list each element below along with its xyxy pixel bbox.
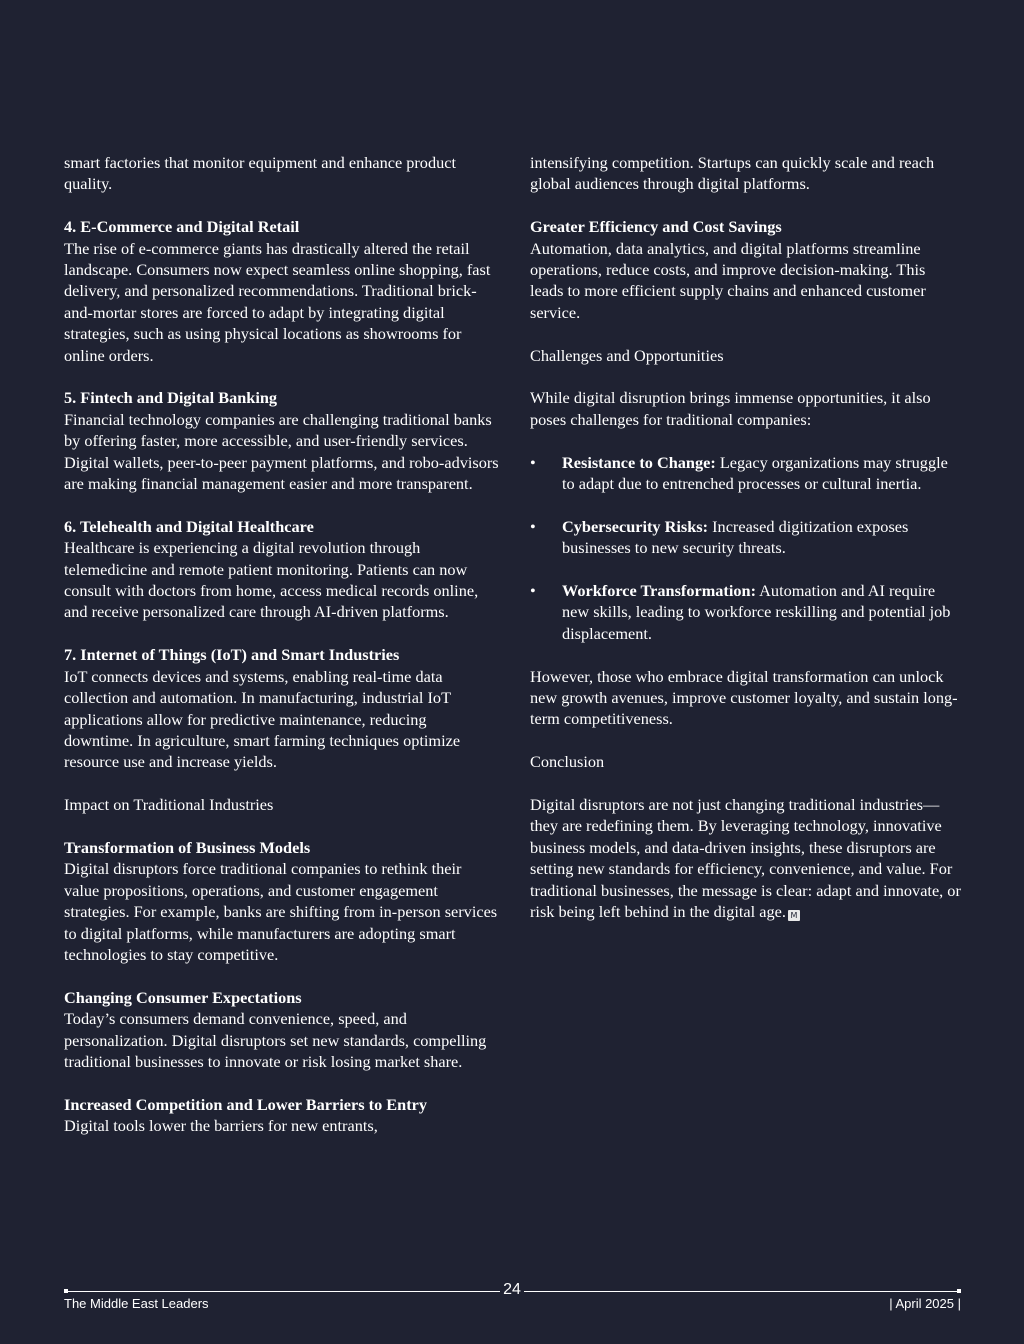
conclusion-paragraph — [530, 794, 962, 922]
bullet-icon: • — [530, 452, 536, 472]
section-body-telehealth: Healthcare is experiencing a digital revolution through telemedicine and remote patient monitoring. Patients can now consult with doctors from home, access medical records online, and receive personalized care through AI-driven platforms. — [64, 538, 479, 622]
list-item — [530, 516, 962, 559]
section-body-business-models: Digital disruptors force traditional companies to rethink their value propositions, operations, and customer engagement strategies. For example, banks are shifting from in-person services to digital platforms, while manufacturers are adopting smart technologies to stay competitive. — [64, 859, 498, 964]
section-body-iot: IoT connects devices and systems, enabling real-time data collection and automation. In manufacturing, industrial IoT applications allow for predictive maintenance, reducing downtime. In agriculture, smart farming techniques optimize resource use and increase yields. — [64, 666, 461, 772]
right-column — [530, 152, 962, 944]
bullet-text: Increased digitization exposes businesses to new security threats. — [562, 516, 909, 558]
challenges-list — [530, 452, 962, 645]
footer-rule-cap — [957, 1289, 961, 1293]
left-column — [64, 152, 499, 1158]
impact-title: Impact on Traditional Industries — [64, 795, 274, 815]
section-body-fintech: Financial technology companies are challenging traditional banks by offering faster, more accessible, and user-friendly services. Digital wallets, peer-to-peer payment platforms, and robo-advisors are making financial management easier and more transparent. — [64, 409, 499, 494]
section-body-consumer-expectations: Today’s consumers demand convenience, speed, and personalization. Digital disruptors set new standards, compelling traditional businesses to innovate or risk losing market share. — [64, 1009, 487, 1071]
section-heading-business-models: Transformation of Business Models — [64, 837, 311, 857]
bullet-icon: • — [530, 581, 536, 601]
bullet-text: Legacy organizations may struggle to adapt due to entrenched processes or cultural inertia. — [562, 452, 948, 494]
challenges-intro: While digital disruption brings immense opportunities, it also poses challenges for traditional companies: — [530, 388, 931, 429]
however-paragraph: However, those who embrace digital transformation can unlock new growth avenues, improve customer loyalty, and sustain long-term competitiveness. — [530, 666, 958, 729]
conclusion-text: Digital disruptors are not just changing traditional industries—they are redefining them. By leveraging technology, innovative business models, and data-driven insights, these disruptors are setting new standards for efficiency, convenience, and value. For traditional businesses, the message is clear: adapt and innovate, or risk being left behind in the digital age. — [530, 795, 961, 922]
footer-rule — [66, 1291, 500, 1292]
page-number: 24 — [503, 1281, 521, 1298]
section-heading-telehealth: 6. Telehealth and Digital Healthcare — [64, 516, 314, 536]
bullet-term: Cybersecurity Risks: — [562, 516, 709, 536]
page-footer — [64, 1282, 961, 1322]
challenges-title: Challenges and Opportunities — [530, 345, 724, 365]
paragraph: intensifying competition. Startups can quickly scale and reach global audiences through digital platforms. — [530, 153, 935, 194]
list-item — [530, 580, 962, 644]
publication-name: The Middle East Leaders — [64, 1296, 209, 1311]
section-heading-ecommerce: 4. E-Commerce and Digital Retail — [64, 217, 300, 237]
section-heading-consumer-expectations: Changing Consumer Expectations — [64, 987, 302, 1007]
section-heading-iot: 7. Internet of Things (IoT) and Smart Industries — [64, 645, 400, 665]
footer-rule — [524, 1291, 959, 1292]
section-body-competition: Digital tools lower the barriers for new entrants, — [64, 1116, 378, 1136]
bullet-icon: • — [530, 516, 536, 536]
section-heading-fintech: 5. Fintech and Digital Banking — [64, 388, 278, 408]
section-body-ecommerce: The rise of e-commerce giants has drastically altered the retail landscape. Consumers now expect seamless online shopping, fast delivery, and personalized recommendations. Traditional brick-and-mortar stores are forced to adapt by integrating digital strategies, such as using physical locations as showrooms for online orders. — [64, 238, 491, 365]
end-mark-icon: M — [788, 910, 800, 921]
paragraph: smart factories that monitor equipment and enhance product quality. — [64, 153, 456, 194]
bullet-term: Resistance to Change: — [562, 452, 716, 472]
bullet-term: Workforce Transformation: — [562, 581, 756, 601]
list-item — [530, 452, 962, 495]
conclusion-title: Conclusion — [530, 752, 605, 772]
section-body-efficiency: Automation, data analytics, and digital platforms streamline operations, reduce costs, and improve decision-making. This leads to more efficient supply chains and enhanced customer service. — [530, 238, 926, 322]
bullet-text: Automation and AI require new skills, leading to workforce reskilling and potential job displacement. — [562, 581, 951, 643]
section-heading-efficiency: Greater Efficiency and Cost Savings — [530, 217, 782, 237]
section-heading-competition: Increased Competition and Lower Barriers to Entry — [64, 1094, 427, 1114]
issue-date: | April 2025 | — [889, 1296, 961, 1311]
